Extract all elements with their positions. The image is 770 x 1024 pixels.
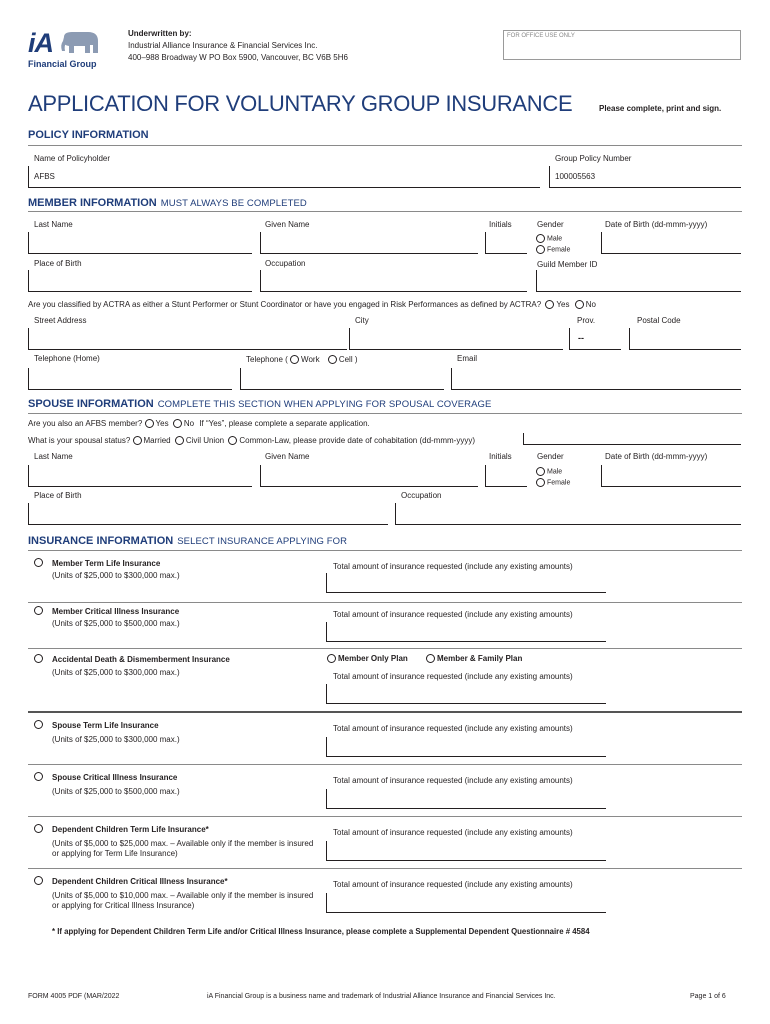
spouse-place-of-birth-field[interactable] bbox=[28, 503, 388, 525]
policyholder-label: Name of Policyholder bbox=[34, 154, 111, 163]
radio-circle[interactable] bbox=[34, 606, 43, 615]
office-use-box bbox=[503, 30, 741, 60]
add-insurance-note: (Units of $25,000 to $300,000 max.) bbox=[52, 668, 180, 677]
spouse-term-life-amount-field[interactable] bbox=[326, 737, 606, 757]
policyholder-value: AFBS bbox=[34, 172, 55, 181]
divider bbox=[28, 868, 742, 869]
group-policy-label: Group Policy Number bbox=[555, 154, 632, 163]
office-use-label: FOR OFFICE USE ONLY bbox=[507, 33, 575, 39]
insurance-heading-text: INSURANCE INFORMATION bbox=[28, 535, 174, 547]
radio-circle[interactable] bbox=[133, 436, 142, 445]
prov-select[interactable] bbox=[569, 328, 621, 350]
radio-circle[interactable] bbox=[290, 355, 299, 364]
logo-subtitle: Financial Group bbox=[28, 59, 97, 69]
member-term-life-title: Member Term Life Insurance bbox=[52, 559, 161, 568]
radio-circle[interactable] bbox=[34, 558, 43, 567]
spousal-status-question bbox=[28, 436, 475, 445]
city-label: City bbox=[355, 316, 369, 325]
spouse-dob-label: Date of Birth (dd-mmm-yyyy) bbox=[605, 452, 708, 461]
tel-work-cell-label bbox=[246, 355, 357, 364]
common-law-radio[interactable] bbox=[228, 436, 475, 445]
radio-circle[interactable] bbox=[536, 467, 545, 476]
member-occupation-label: Occupation bbox=[265, 259, 306, 268]
afbs-question-text: Are you also an AFBS member? bbox=[28, 419, 143, 428]
afbs-yes-label: Yes bbox=[155, 419, 169, 428]
divider bbox=[28, 764, 742, 765]
member-occupation-field[interactable] bbox=[260, 270, 527, 292]
afbs-question bbox=[28, 419, 370, 428]
actra-no-radio[interactable] bbox=[575, 300, 596, 309]
spouse-heading-text: SPOUSE INFORMATION bbox=[28, 398, 154, 410]
dependent-term-life-amount-field[interactable] bbox=[326, 841, 606, 861]
dependent-critical-illness-note: (Units of $5,000 to $10,000 max. – Available only if the member is insured or applying for Critical Illness Insurance) bbox=[52, 891, 314, 910]
member-family-plan-label: Member & Family Plan bbox=[437, 654, 523, 663]
divider bbox=[28, 413, 742, 414]
spouse-given-name-field[interactable] bbox=[260, 465, 478, 487]
member-critical-illness-title: Member Critical Illness Insurance bbox=[52, 607, 180, 616]
member-dob-label: Date of Birth (dd-mmm-yyyy) bbox=[605, 220, 708, 229]
divider bbox=[28, 602, 742, 603]
dependent-term-life-title: Dependent Children Term Life Insurance* bbox=[52, 825, 209, 834]
group-policy-field[interactable] bbox=[549, 166, 741, 188]
actra-no-label: No bbox=[585, 300, 596, 309]
form-number: FORM 4005 PDF (MAR/2022 bbox=[28, 993, 120, 1000]
radio-circle[interactable] bbox=[34, 720, 43, 729]
afbs-yes-radio[interactable] bbox=[145, 419, 169, 428]
divider bbox=[28, 550, 742, 551]
afbs-no-label: No bbox=[183, 419, 195, 428]
member-critical-illness-note: (Units of $25,000 to $500,000 max.) bbox=[52, 619, 180, 628]
cohabitation-date-field[interactable] bbox=[523, 433, 741, 445]
logo-wordmark: iA bbox=[28, 28, 53, 58]
dependent-footnote: * If applying for Dependent Children Term Life and/or Critical Illness Insurance, please complete a Supplemental Dependent Questionnaire # 4584 bbox=[52, 927, 590, 936]
divider bbox=[28, 648, 742, 649]
radio-circle[interactable] bbox=[327, 654, 336, 663]
spouse-occupation-label: Occupation bbox=[401, 491, 442, 500]
member-critical-illness-amount-field[interactable] bbox=[326, 622, 606, 642]
radio-circle[interactable] bbox=[328, 355, 337, 364]
member-initials-label: Initials bbox=[489, 220, 512, 229]
spouse-male-label: Male bbox=[547, 468, 563, 476]
member-place-of-birth-field[interactable] bbox=[28, 270, 252, 292]
prov-label: Prov. bbox=[577, 316, 596, 325]
tel-cell-label: Cell ) bbox=[338, 355, 358, 364]
member-section-heading bbox=[28, 197, 307, 209]
trademark-notice: iA Financial Group is a business name and trademark of Industrial Alliance Insurance and Financial Services Inc. bbox=[207, 993, 556, 1000]
spouse-last-name-field[interactable] bbox=[28, 465, 252, 487]
radio-circle[interactable] bbox=[545, 300, 554, 309]
member-heading-text: MEMBER INFORMATION bbox=[28, 197, 157, 209]
spouse-critical-illness-amount-field[interactable] bbox=[326, 789, 606, 809]
form-instruction: Please complete, print and sign. bbox=[599, 104, 722, 113]
tel-prefix: Telephone ( bbox=[246, 355, 288, 364]
spouse-subheading: COMPLETE THIS SECTION WHEN APPLYING FOR SPOUSAL COVERAGE bbox=[157, 399, 492, 410]
married-label: Married bbox=[143, 436, 171, 445]
radio-circle[interactable] bbox=[536, 245, 545, 254]
company-logo bbox=[28, 28, 108, 74]
email-field[interactable] bbox=[451, 368, 741, 390]
civil-union-radio[interactable] bbox=[175, 436, 224, 445]
amount-label: Total amount of insurance requested (include any existing amounts) bbox=[333, 672, 573, 681]
member-given-name-label: Given Name bbox=[265, 220, 310, 229]
form-title: APPLICATION FOR VOLUNTARY GROUP INSURANCE bbox=[28, 91, 573, 116]
member-only-plan-label: Member Only Plan bbox=[338, 654, 408, 663]
radio-circle[interactable] bbox=[34, 772, 43, 781]
divider bbox=[28, 711, 742, 713]
amount-label: Total amount of insurance requested (include any existing amounts) bbox=[333, 562, 573, 571]
spouse-critical-illness-title: Spouse Critical Illness Insurance bbox=[52, 773, 178, 782]
member-place-of-birth-label: Place of Birth bbox=[34, 259, 82, 268]
radio-circle[interactable] bbox=[536, 234, 545, 243]
member-only-plan-radio[interactable] bbox=[327, 654, 408, 663]
prov-value: -- bbox=[578, 333, 584, 343]
member-term-life-amount-field[interactable] bbox=[326, 573, 606, 593]
tel-work-cell-field[interactable] bbox=[240, 368, 444, 390]
guild-member-id-field[interactable] bbox=[536, 270, 741, 292]
insurance-section-heading bbox=[28, 535, 347, 547]
member-dob-field[interactable] bbox=[601, 232, 741, 254]
radio-circle[interactable] bbox=[536, 478, 545, 487]
radio-circle[interactable] bbox=[175, 436, 184, 445]
spouse-term-life-note: (Units of $25,000 to $300,000 max.) bbox=[52, 735, 180, 744]
spouse-gender-male-radio[interactable] bbox=[536, 467, 562, 476]
guild-member-id-label: Guild Member ID bbox=[537, 260, 598, 269]
underwriter-name: Industrial Alliance Insurance & Financial Services Inc. bbox=[128, 41, 318, 50]
member-last-name-field[interactable] bbox=[28, 232, 252, 254]
radio-circle[interactable] bbox=[575, 300, 584, 309]
divider bbox=[28, 816, 742, 817]
member-gender-male-radio[interactable] bbox=[536, 234, 562, 243]
amount-label: Total amount of insurance requested (include any existing amounts) bbox=[333, 828, 573, 837]
divider bbox=[28, 145, 742, 146]
afbs-if-yes-note: If “Yes”, please complete a separate application. bbox=[199, 419, 370, 428]
spouse-occupation-field[interactable] bbox=[395, 503, 741, 525]
actra-yes-label: Yes bbox=[556, 300, 570, 309]
afbs-no-radio[interactable] bbox=[173, 419, 194, 428]
spouse-gender-label: Gender bbox=[537, 452, 564, 461]
tel-home-field[interactable] bbox=[28, 368, 232, 390]
spouse-section-heading bbox=[28, 398, 491, 410]
tel-work-label: Work bbox=[301, 355, 320, 364]
actra-question-text: Are you classified by ACTRA as either a Stunt Performer or Stunt Coordinator or have you engaged in Risk Performances as defined by ACTRA? bbox=[28, 300, 542, 309]
policy-heading-text: POLICY INFORMATION bbox=[28, 129, 149, 141]
radio-circle[interactable] bbox=[34, 824, 43, 833]
dependent-term-life-note: (Units of $5,000 to $25,000 max. – Available only if the member is insured or applying for Term Life Insurance) bbox=[52, 839, 314, 858]
underwritten-label: Underwritten by: bbox=[128, 29, 192, 38]
tel-home-label: Telephone (Home) bbox=[34, 354, 100, 363]
member-female-label: Female bbox=[547, 246, 571, 254]
postal-label: Postal Code bbox=[637, 316, 681, 325]
civil-union-label: Civil Union bbox=[185, 436, 225, 445]
radio-circle[interactable] bbox=[173, 419, 182, 428]
spouse-term-life-title: Spouse Term Life Insurance bbox=[52, 721, 159, 730]
street-field[interactable] bbox=[28, 328, 347, 350]
actra-question bbox=[28, 300, 596, 309]
radio-circle[interactable] bbox=[426, 654, 435, 663]
amount-label: Total amount of insurance requested (include any existing amounts) bbox=[333, 880, 573, 889]
member-gender-label: Gender bbox=[537, 220, 564, 229]
page-number: Page 1 of 6 bbox=[690, 993, 726, 1000]
member-family-plan-radio[interactable] bbox=[426, 654, 522, 663]
postal-field[interactable] bbox=[629, 328, 741, 350]
member-term-life-note: (Units of $25,000 to $300,000 max.) bbox=[52, 571, 180, 580]
spousal-status-text: What is your spousal status? bbox=[28, 436, 131, 445]
policy-section-heading bbox=[28, 129, 149, 141]
member-initials-field[interactable] bbox=[485, 232, 527, 254]
add-amount-field[interactable] bbox=[326, 684, 606, 704]
spouse-dob-field[interactable] bbox=[601, 465, 741, 487]
dependent-critical-illness-amount-field[interactable] bbox=[326, 893, 606, 913]
policyholder-field[interactable] bbox=[28, 166, 540, 188]
underwriter-address: 400–988 Broadway W PO Box 5900, Vancouver, BC V6B 5H6 bbox=[128, 53, 348, 62]
radio-circle[interactable] bbox=[228, 436, 237, 445]
radio-circle[interactable] bbox=[34, 876, 43, 885]
add-insurance-title: Accidental Death & Dismemberment Insurance bbox=[52, 655, 230, 664]
spouse-initials-label: Initials bbox=[489, 452, 512, 461]
common-law-label: Common-Law, please provide date of cohabitation (dd-mmm-yyyy) bbox=[239, 436, 475, 445]
spouse-given-name-label: Given Name bbox=[265, 452, 310, 461]
spouse-female-label: Female bbox=[547, 479, 571, 487]
radio-circle[interactable] bbox=[145, 419, 154, 428]
city-field[interactable] bbox=[349, 328, 563, 350]
spouse-place-of-birth-label: Place of Birth bbox=[34, 491, 82, 500]
insurance-subheading: SELECT INSURANCE APPLYING FOR bbox=[177, 536, 348, 547]
tel-work-radio[interactable] bbox=[290, 355, 320, 364]
spouse-last-name-label: Last Name bbox=[34, 452, 73, 461]
group-policy-value: 100005563 bbox=[555, 172, 596, 181]
street-label: Street Address bbox=[34, 316, 87, 325]
tel-cell-radio[interactable] bbox=[328, 355, 358, 364]
spouse-critical-illness-note: (Units of $25,000 to $500,000 max.) bbox=[52, 787, 180, 796]
member-gender-female-radio[interactable] bbox=[536, 245, 570, 254]
elephant-icon bbox=[60, 31, 100, 57]
member-given-name-field[interactable] bbox=[260, 232, 478, 254]
member-male-label: Male bbox=[547, 235, 563, 243]
member-subheading: MUST ALWAYS BE COMPLETED bbox=[160, 198, 307, 209]
amount-label: Total amount of insurance requested (include any existing amounts) bbox=[333, 610, 573, 619]
spouse-gender-female-radio[interactable] bbox=[536, 478, 570, 487]
divider bbox=[28, 211, 742, 212]
married-radio[interactable] bbox=[133, 436, 171, 445]
actra-yes-radio[interactable] bbox=[545, 300, 569, 309]
radio-circle[interactable] bbox=[34, 654, 43, 663]
amount-label: Total amount of insurance requested (include any existing amounts) bbox=[333, 776, 573, 785]
spouse-initials-field[interactable] bbox=[485, 465, 527, 487]
member-last-name-label: Last Name bbox=[34, 220, 73, 229]
dependent-critical-illness-title: Dependent Children Critical Illness Insurance* bbox=[52, 877, 228, 886]
email-label: Email bbox=[457, 354, 478, 363]
amount-label: Total amount of insurance requested (include any existing amounts) bbox=[333, 724, 573, 733]
